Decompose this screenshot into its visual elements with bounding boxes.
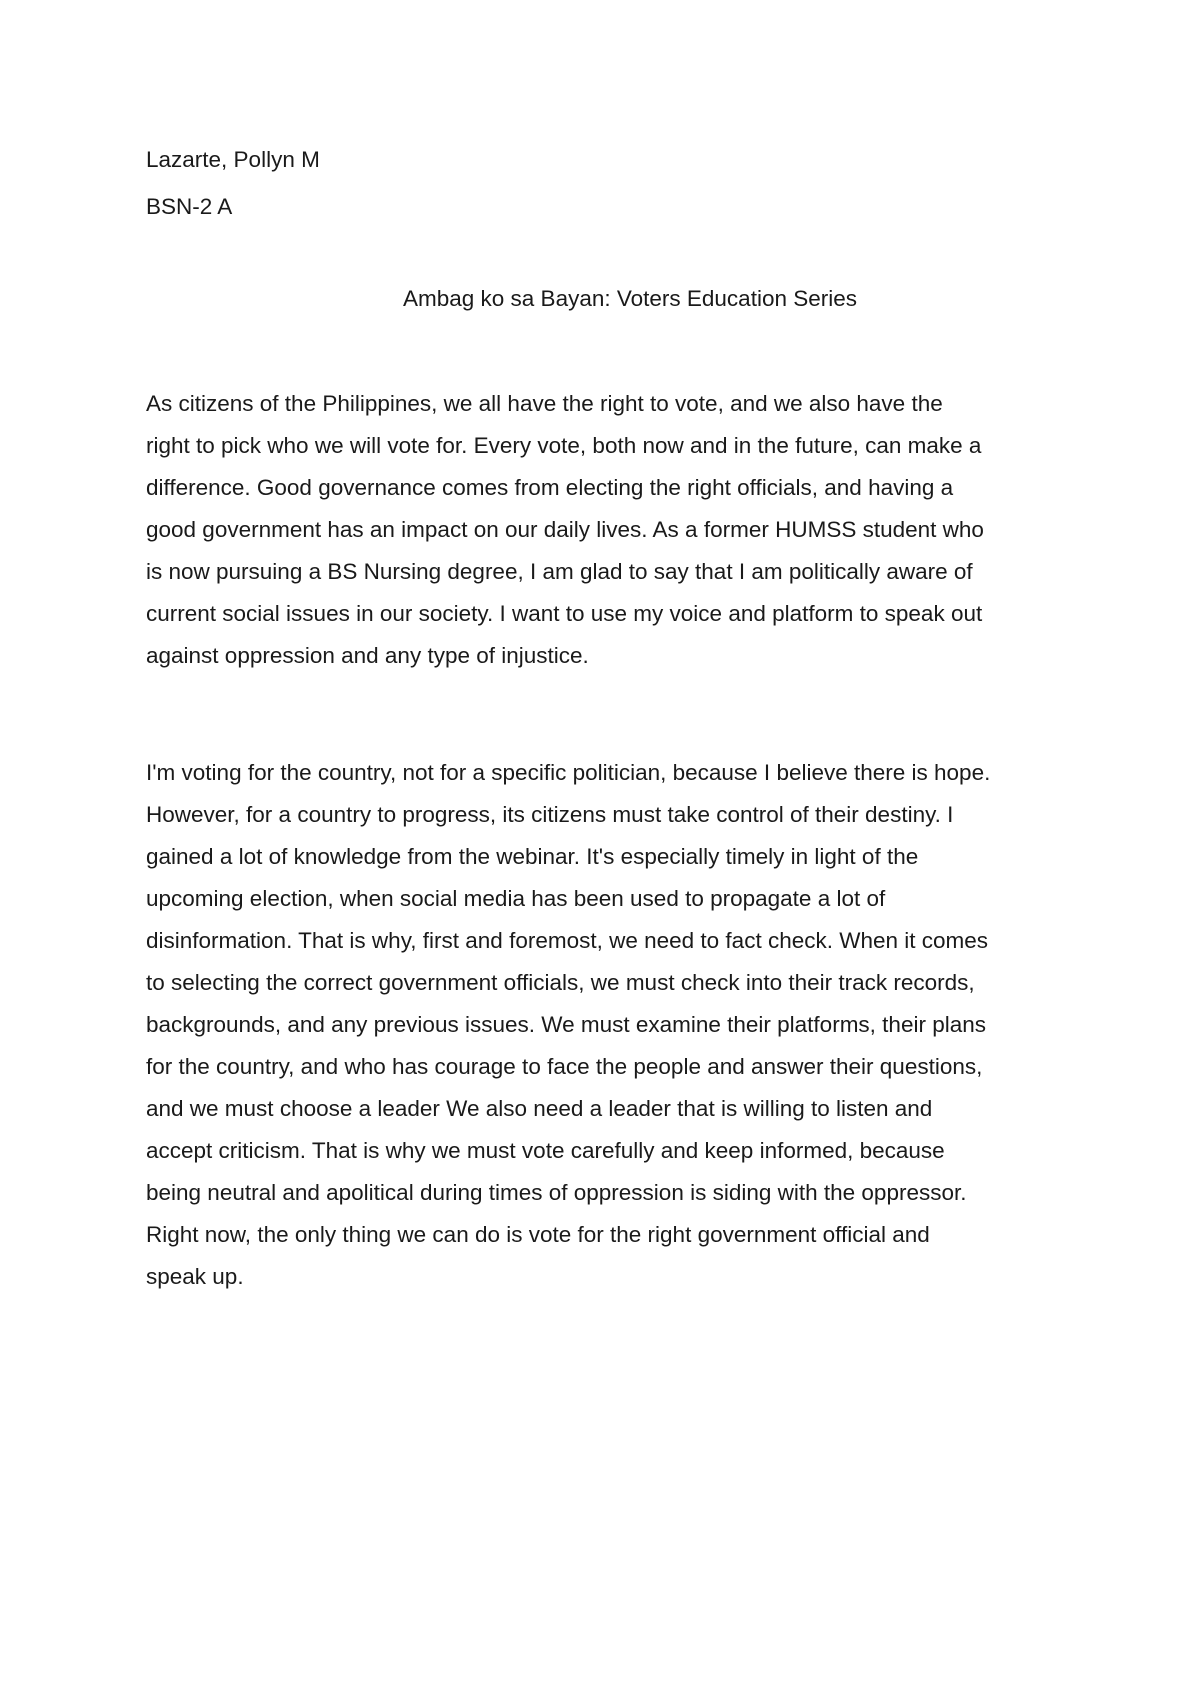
paragraph-line: speak up.: [146, 1264, 244, 1289]
paragraph-line: for the country, and who has courage to face the people and answer their questions,: [146, 1054, 983, 1079]
paragraph-line: disinformation. That is why, first and foremost, we need to fact check. When it comes: [146, 928, 989, 953]
paragraph-line: upcoming election, when social media has been used to propagate a lot of: [146, 886, 886, 911]
paragraph-line: Right now, the only thing we can do is vote for the right government official and: [146, 1222, 930, 1247]
paragraph-line: being neutral and apolitical during times of oppression is siding with the oppressor.: [146, 1180, 967, 1205]
paragraph-2: [146, 752, 1086, 1298]
section-code: BSN-2 A: [146, 194, 233, 219]
paragraph-line: against oppression and any type of injustice.: [146, 643, 589, 668]
paragraph-line: backgrounds, and any previous issues. We must examine their platforms, their plans: [146, 1012, 986, 1037]
paragraph-line: current social issues in our society. I want to use my voice and platform to speak out: [146, 601, 983, 626]
paragraph-line: and we must choose a leader We also need a leader that is willing to listen and: [146, 1096, 933, 1121]
paragraph-line: is now pursuing a BS Nursing degree, I am glad to say that I am politically aware of: [146, 559, 973, 584]
student-name: Lazarte, Pollyn M: [146, 147, 320, 172]
paragraph-1: [146, 383, 1086, 677]
paragraph-line: accept criticism. That is why we must vote carefully and keep informed, because: [146, 1138, 945, 1163]
paragraph-line: As citizens of the Philippines, we all have the right to vote, and we also have the: [146, 391, 943, 416]
paragraph-line: good government has an impact on our daily lives. As a former HUMSS student who: [146, 517, 984, 542]
paragraph-line: to selecting the correct government officials, we must check into their track records,: [146, 970, 975, 995]
paragraph-line: difference. Good governance comes from electing the right officials, and having a: [146, 475, 954, 500]
paragraph-line: However, for a country to progress, its citizens must take control of their destiny. I: [146, 802, 954, 827]
paragraph-line: right to pick who we will vote for. Every vote, both now and in the future, can make a: [146, 433, 982, 458]
document-title: Ambag ko sa Bayan: Voters Education Series: [402, 286, 857, 311]
paragraph-line: I'm voting for the country, not for a specific politician, because I believe there is hope.: [146, 760, 991, 785]
paragraph-line: gained a lot of knowledge from the webinar. It's especially timely in light of the: [146, 844, 919, 869]
